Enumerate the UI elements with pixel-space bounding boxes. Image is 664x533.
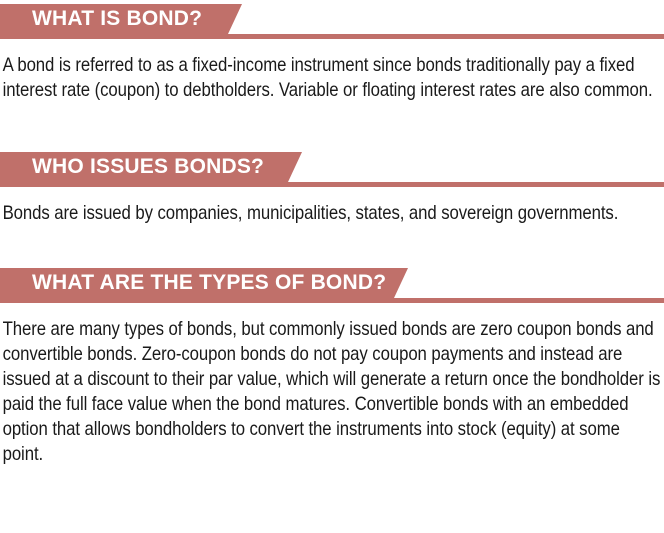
section-types-of-bond	[0, 268, 664, 467]
section-heading: WHAT IS BOND?	[0, 4, 228, 34]
section-header	[0, 268, 664, 302]
section-header	[0, 4, 664, 38]
section-heading: WHO ISSUES BONDS?	[0, 152, 288, 182]
section-body: A bond is referred to as a fixed-income instrument since bonds traditionally pay a fixed interest rate (coupon) to debtholders. Variable or floating interest rates are also common.	[2, 54, 653, 101]
section-who-issues-bonds	[0, 152, 664, 226]
section-heading: WHAT ARE THE TYPES OF BOND?	[0, 268, 394, 298]
section-body: Bonds are issued by companies, municipalities, states, and sovereign governments.	[2, 202, 619, 224]
header-rule	[0, 182, 664, 187]
section-body: There are many types of bonds, but commonly issued bonds are zero coupon bonds and convertible bonds. Zero-coupon bonds do not pay coupon payments and instead are issued at a discount to their par value, which will generate a return once the bondholder is paid the full face value when the bond matures. Convertible bonds with an embedded option that allows bondholders to convert the instruments into stock (equity) at some point.	[2, 318, 661, 465]
header-rule	[0, 34, 664, 39]
section-what-is-bond	[0, 4, 664, 103]
section-header	[0, 152, 664, 186]
header-rule	[0, 298, 664, 303]
